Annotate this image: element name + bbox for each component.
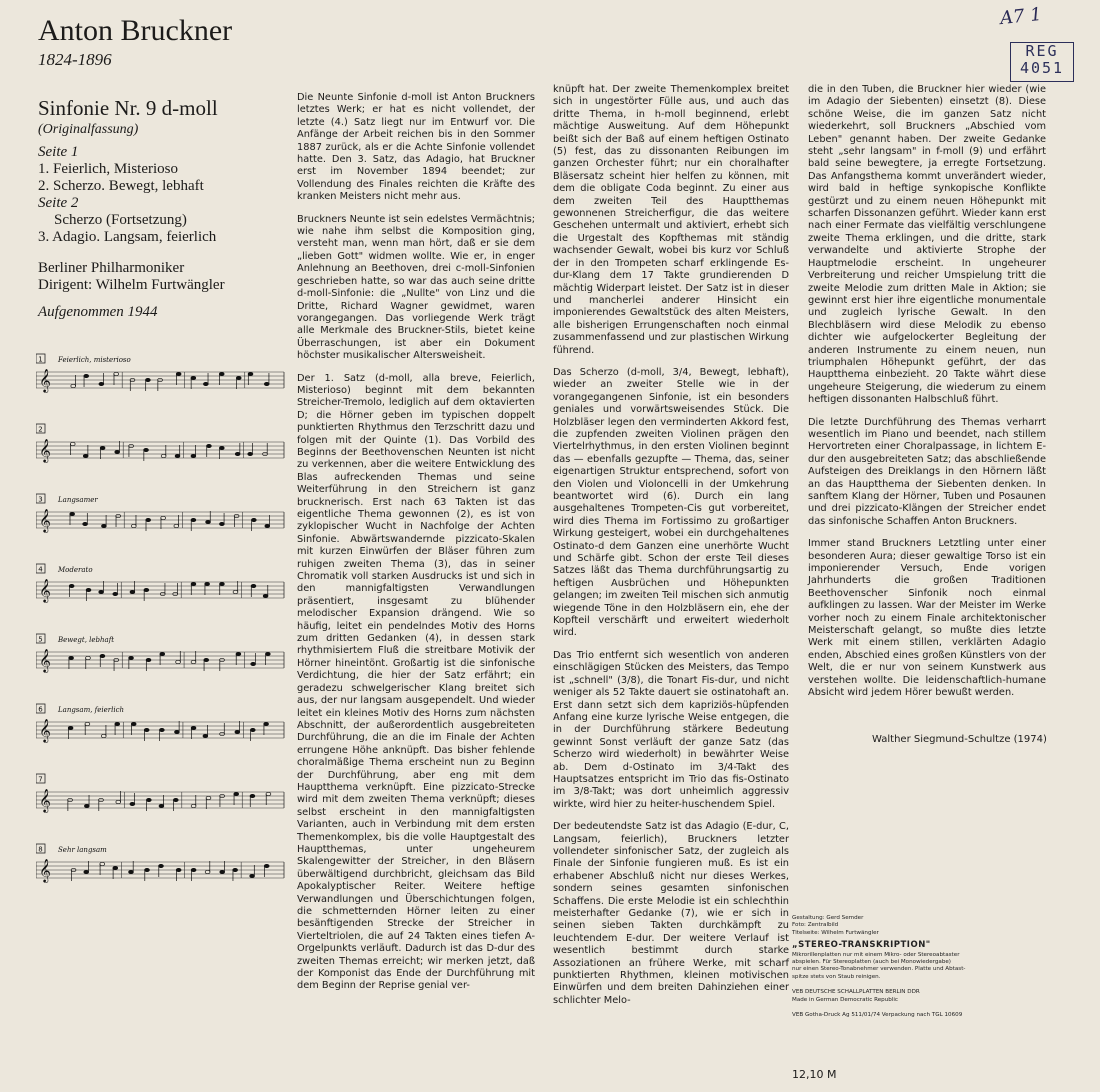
- example-number: 7: [38, 775, 43, 784]
- note-icon: [130, 590, 135, 593]
- note-icon: [85, 722, 90, 725]
- note-icon: [191, 660, 196, 663]
- example-tempo: Feierlich, misterioso: [58, 356, 131, 364]
- side-2-label: Seite 2: [38, 195, 79, 211]
- note-icon: [101, 524, 106, 527]
- note-icon: [116, 800, 121, 803]
- music-example: [36, 634, 284, 673]
- author-signature: Walther Siegmund-Schultze (1974): [872, 734, 1047, 745]
- note-icon: [115, 450, 120, 453]
- note-icon: [101, 734, 106, 737]
- note-icon: [159, 864, 164, 867]
- note-icon: [234, 792, 239, 795]
- movement-1: 1. Feierlich, Misterioso: [38, 161, 178, 177]
- note-icon: [248, 372, 253, 375]
- composer-name: Anton Bruckner: [38, 14, 233, 47]
- note-icon: [176, 868, 181, 871]
- credit-photo: Foto: Zentralbild: [792, 922, 839, 929]
- handwritten-note: A7 1: [999, 3, 1043, 30]
- text-column-1: [297, 92, 535, 1003]
- note-icon: [251, 584, 256, 587]
- note-icon: [175, 454, 180, 457]
- note-icon: [68, 726, 73, 729]
- note-icon: [191, 582, 196, 585]
- note-icon: [265, 652, 270, 655]
- note-icon: [115, 722, 120, 725]
- clef-icon: 𝄞: [39, 438, 51, 462]
- movement-2-cont: Scherzo (Fortsetzung): [54, 212, 187, 228]
- clef-icon: 𝄞: [39, 858, 51, 882]
- note-icon: [83, 522, 88, 525]
- music-example: [36, 704, 284, 743]
- paragraph: Der 1. Satz (d-moll, alla breve, Feierlich, Misterioso) beginnt mit dem bekannten Streicher-Tremolo, lediglich auf dem oktavierten D; die Hörner geben im typischen doppelt punktierten Rhythmus den Terzschritt dazu und folgen mit der Quinte (1). Das Vorbild des Beginns der Beethovenschen Neunten ist nicht zu verkennen, aber die weitere Entwicklung des Blas aufreckenden Themas und seine Weiterführung in den Streichern ist ganz brucknerisch. Erst nach 63 Takten ist das eigentliche Thema gewonnen (2), es ist von zyklopischer Wucht in Nachfolge der Achten Sinfonie. Abwärtswandernde pizzicato-Skalen mit kurzen Einwürfen der Bläser führen zum ruhigen zweiten Thema (3), das in seiner Chromatik voll starken Ausdrucks ist und sich in den mannigfaltigsten Verwandlungen präsentiert, insgesamt zu blühender melodischer Expansion drängend. Wie so häufig, leitet ein pendelndes Motiv des Horns zum dritten Gedanken (4), in dessen stark rhythmisiertem Fluß die streitbare Motivik der Hörner hineintönt. Großartig ist die sinfonische Verdichtung, die hier der Satz erfährt; ein geradezu schwelgerischer Klang breitet sich aus, der nur langsam ausgependelt. Und wieder leitet ein kleines Motiv des Horns zum nächsten Abschnitt, der außerordentlich ausgebreiteten Durchführung, die an die im Finale der Achten errungene Höhe anknüpft. Das bisher fehlende choralmäßige Thema erscheint nun zu Beginn der Durchführung, aber eng mit dem Hauptthema verknüpft. Eine pizzicato-Strecke wird mit dem zweiten Thema verknüpft; dieses selbst erscheint in den mannigfaltigsten Varianten, auch in Verbindung mit dem ersten Themenkomplex, bis die volle Hauptgestalt des Hauptthemas, unter ungeheurem Skalengewitter der Streicher, in den Bläsern überwältigend durchbricht, gleichsam das Bild Apokalyptischer Reiter. Weitere heftige Verwandlungen und Überschichtungen folgen, die schmetternden Hörner leiten zu einer besänftigenden Strecke der Streicher in Vierteltriolen, die auf 24 Takten eines tiefen A-Orgelpunkts verläuft. Dadurch ist das D-dur des zweiten Themas erreicht; wir merken jetzt, daß der Komponist das Ende der Durchführung mit dem Beginn der Reprise genial ver-: [297, 372, 535, 992]
- note-icon: [129, 870, 134, 873]
- clef-icon: 𝄞: [39, 648, 51, 672]
- stamp-line-2: 4051: [1019, 59, 1065, 77]
- note-icon: [207, 444, 212, 447]
- note-icon: [100, 654, 105, 657]
- conductor: Dirigent: Wilhelm Furtwängler: [38, 277, 225, 293]
- note-icon: [251, 662, 256, 665]
- paragraph: Die Neunte Sinfonie d-moll ist Anton Bruckners letztes Werk; er hat es nicht vollendet, der letzte (4.) Satz liegt nur im Entwurf vor. Die Anfänge der Arbeit reichen bis in den Sommer 1887 zurück, als er die Achte Sinfonie vollendet hatte. Den 3. Satz, das Adagio, hat Bruckner erst im November 1894 beendet; zur Vollendung des Finales reichten die Kräfte des kranken Meisters nicht mehr aus.: [297, 92, 535, 203]
- note-icon: [233, 868, 238, 871]
- paragraph: Die letzte Durchführung des Themas verharrt wesentlich im Piano und beendet, nach stillem Hervortreten einer Choralpassage, in lichtem E-dur den ausgebreiteten Satz; das abschließende Aufsteigen des Dreiklangs in den Hörnern läßt an das Hauptthema der Siebenten denken. In sanftem Klang der Hörner, Tuben und Posaunen und drei pizzicato-Klängen der Streicher endet das sinfonische Schaffen Anton Bruckners.: [808, 416, 1046, 527]
- music-example: [36, 844, 284, 883]
- side-1-label: Seite 1: [38, 144, 79, 160]
- note-icon: [160, 652, 165, 655]
- note-icon: [250, 794, 255, 797]
- note-icon: [236, 652, 241, 655]
- note-icon: [159, 728, 164, 731]
- record-header: [38, 14, 288, 321]
- example-number: 2: [38, 425, 43, 434]
- music-example: [36, 424, 284, 463]
- note-icon: [265, 524, 270, 527]
- note-icon: [113, 592, 118, 595]
- paragraph: Immer stand Bruckners Letztling unter einer besonderen Aura; dieser gewaltige Torso ist ein imponierender Versuch, Ende vorigen Jahrhunderts die großen Traditionen Beethovenscher Sinfonik noch einmal aufklingen zu lassen. War der Meister im Werke vorher noch zu einem Finale architektonischer Meisterschaft gelangt, so mußte dies letzte Werk mit einem stillen, verklärten Adagio enden, Abschied eines großen Künstlers von der Welt, die er nur von seinem Kunstwerk aus verstehen wollte. Die leidenschaftlich-humane Absicht wird jedem Hörer bewußt werden.: [808, 538, 1046, 699]
- note-icon: [161, 516, 166, 519]
- note-icon: [71, 384, 76, 387]
- example-tempo: Langsamer: [58, 496, 98, 504]
- text-column-3: [808, 84, 1046, 710]
- note-icon: [144, 448, 149, 451]
- note-icon: [248, 452, 253, 455]
- clef-icon: 𝄞: [39, 788, 51, 812]
- credit-cover: Titelseite: Wilhelm Furtwängler: [792, 929, 879, 936]
- performers: [38, 260, 288, 294]
- label-name: VEB DEUTSCHE SCHALLPLATTEN BERLIN DDR: [792, 989, 920, 996]
- music-example: [36, 564, 284, 603]
- note-icon: [191, 804, 196, 807]
- note-icon: [130, 802, 135, 805]
- note-icon: [113, 866, 118, 869]
- note-icon: [191, 518, 196, 521]
- note-icon: [235, 730, 240, 733]
- note-icon: [236, 376, 241, 379]
- example-tempo: Sehr langsam: [58, 846, 107, 854]
- note-icon: [219, 372, 224, 375]
- paragraph: die in den Tuben, die Bruckner hier wieder (wie im Adagio der Siebenten) einsetzt (8). Diese schöne Weise, die im ganzen Satz nicht wiederkehrt, soll Bruckners „Abschied vom Leben" genannt haben. Der zweite Gedanke steht „sehr langsam" in f-moll (9) und erfährt bald seine bewegtere, ja erregte Fortsetzung. Das Anfangsthema kommt unverändert wieder, wird bald in heftige synkopische Konflikte gestürzt und zu einem neuen Höhepunkt mit scharfen Dissonanzen geführt. Wieder kann erst nach einer Fermate das vielfältig verschlungene zweite Thema erklingen, und die dritte, stark verwandelte und aktivierte Strophe der Hauptmelodie erscheint. In ungeheurer Verbreiterung und reicher Umspielung tritt die zweite Melodie zum dritten Male in Aktion; sie gewinnt erst hier ihre eigentliche monumentale und zugleich lyrische Gewalt. In den Blechbläsern wird diese Melodik zu ebenso dichter wie aufgelockerter Begleitung der anderen Instrumente zu einem neuen, nun triumphalen Höhepunkt geführt, der das Hauptthema einbezieht. 20 Takte währt diese ungeheure Steigerung, die wiederum zu einem heftigen dissonanten Halbschluß führt.: [808, 84, 1046, 406]
- note-icon: [84, 374, 89, 377]
- note-icon: [99, 382, 104, 385]
- note-icon: [191, 376, 196, 379]
- example-number: 8: [38, 845, 43, 854]
- note-icon: [99, 590, 104, 593]
- note-icon: [264, 382, 269, 385]
- note-icon: [263, 594, 268, 597]
- note-icon: [145, 378, 150, 381]
- note-icon: [159, 804, 164, 807]
- example-number: 1: [38, 355, 43, 364]
- stereo-title: „STEREO-TRANSKRIPTION": [792, 940, 931, 951]
- example-number: 4: [38, 565, 43, 574]
- note-icon: [206, 520, 211, 523]
- paragraph: Der bedeutendste Satz ist das Adagio (E-dur, C, Langsam, feierlich), Bruckners letzter vollendeter sinfonischer Satz, der zugleich als Finale der Sinfonie fungieren muß. Es ist ein erhabener Abschluß nicht nur dieses Werkes, sondern seines gesamten sinfonischen Schaffens. Die erste Melodie ist ein schlechthin meisterhafter Gedanke (7), wie er sich in seinen sieben Takten durchkämpft zu leuchtendem E-dur. Der weitere Verlauf ist wesentlich bestimmt durch starke Assoziationen an frühere Werke, mit scharf punktierten Rhythmen, kleinen motivischen Einwürfen und dem breiten Dahinziehen einer schlichter Melo-: [553, 821, 789, 1006]
- note-icon: [205, 870, 210, 873]
- recording-year: Aufgenommen 1944: [38, 304, 158, 320]
- note-icon: [86, 588, 91, 591]
- clef-icon: 𝄞: [39, 718, 51, 742]
- note-icon: [264, 722, 269, 725]
- note-icon: [100, 446, 105, 449]
- note-icon: [144, 588, 149, 591]
- example-number: 6: [38, 705, 43, 714]
- composer-dates: 1824-1896: [38, 50, 112, 69]
- music-examples: [36, 350, 286, 910]
- note-icon: [266, 792, 271, 795]
- note-icon: [161, 454, 166, 457]
- registration-stamp: [1010, 42, 1074, 82]
- note-icon: [129, 656, 134, 659]
- note-icon: [146, 518, 151, 521]
- note-icon: [176, 660, 181, 663]
- note-icon: [174, 524, 179, 527]
- clef-icon: 𝄞: [39, 508, 51, 532]
- stereo-line: spitze stets von Staub reinigen.: [792, 973, 881, 980]
- note-icon: [131, 524, 136, 527]
- note-icon: [219, 446, 224, 449]
- note-icon: [235, 452, 240, 455]
- note-icon: [250, 728, 255, 731]
- note-icon: [173, 798, 178, 801]
- note-icon: [250, 874, 255, 877]
- note-icon: [264, 864, 269, 867]
- note-icon: [203, 734, 208, 737]
- note-icon: [176, 372, 181, 375]
- movement-3: 3. Adagio. Langsam, feierlich: [38, 229, 217, 245]
- stereo-line: abspielen. Für Stereoplatten (auch bei Monowiedergabe): [792, 959, 951, 966]
- stamp-line-1: REG: [1025, 42, 1059, 60]
- paragraph: knüpft hat. Der zweite Themenkomplex breitet sich in ungestörter Fülle aus, und auch das dritte Thema, in h-moll beginnend, erlebt mächtige Ausweitung. Auf dem Höhepunkt beißt sich der Baß auf einem heftigen Ostinato (5) fest, das zu dissonanten Reibungen im ganzen Orchester führt; nur ein choralhafter Bläsersatz scheint hier helfen zu können, mit dem die obligate Coda beginnt. Zu einer aus dem zweiten Teil des Hauptthemas gewonnenen Streicherfigur, die das weitere Geschehen untermalt und aktiviert, erhebt sich die Urgestalt des Kopfthemas mit ständig wachsender Gewalt, wobei bis kurz vor Schluß der in den Trompeten scharf erklingende Es-dur-Klang dem 17 Takte grundierenden D mächtig Widerpart leistet. Der Satz ist in dieser und mancherlei anderer Hinsicht ein imponierendes Gewaltstück des alten Meisters, alle bisherigen Errungenschaften noch einmal zusammenfassend und zur plastischen Wirkung führend.: [553, 84, 789, 356]
- note-icon: [191, 726, 196, 729]
- note-icon: [70, 512, 75, 515]
- note-icon: [131, 722, 136, 725]
- note-icon: [114, 372, 119, 375]
- note-icon: [206, 796, 211, 799]
- clef-icon: 𝄞: [39, 368, 51, 392]
- note-icon: [205, 582, 210, 585]
- credits-block: [792, 915, 1047, 1019]
- note-icon: [100, 862, 105, 865]
- note-icon: [145, 868, 150, 871]
- paragraph: Das Scherzo (d-moll, 3/4, Bewegt, lebhaft), wieder an zweiter Stelle wie in der vorangegangenen Sinfonie, ist ein besonders geniales und vorwärtsweisendes Stück. Die Holzbläser legen den verminderten Akkord fest, die zupfenden zweiten Violinen prägen den Viertelrhythmus, in den ersten Violinen beginnt das — ebenfalls gezupfte — Thema, das, seiner eigenartigen Struktur entsprechend, sofort von den Violen und Violoncelli in der Umkehrung beantwortet wird (6). Durch ein lang ausgehaltenes Trompeten-Cis gut vorbereitet, wird dies Thema im Fortissimo zu großartiger Wirkung gesteigert, wobei ein durchgehaltenes Ostinato-d dem Ganzen eine unerhörte Wucht und Schärfe gibt. Schon der erste Teil dieses Satzes läßt das Thema durchführungsartig zu heftigen Ausbrüchen und Höhepunkten gelangen; im zweiten Teil mischen sich anmutig wiegende Töne in den Holzbläsern ein, ehe der Kopfteil verschärft und erweitert wiederholt wird.: [553, 366, 789, 639]
- label-origin: Made in German Democratic Republic: [792, 996, 899, 1003]
- note-icon: [146, 798, 151, 801]
- example-number: 3: [38, 495, 43, 504]
- price: 12,10 M: [792, 1068, 837, 1081]
- note-icon: [144, 728, 149, 731]
- stereo-line: Mikrorillenplatten nur mit einem Mikro- oder Stereoabtaster: [792, 951, 960, 958]
- music-example: [36, 494, 284, 533]
- text-column-2: [553, 84, 789, 1017]
- note-icon: [175, 730, 180, 733]
- print-info: VEB Gotha-Druck Ag 511/01/74 Verpackung nach TGL 10609: [792, 1012, 963, 1019]
- movement-2: 2. Scherzo. Bewegt, lebhaft: [38, 178, 204, 194]
- music-example: [36, 774, 284, 813]
- example-number: 5: [38, 635, 43, 644]
- note-icon: [251, 518, 256, 521]
- note-icon: [204, 658, 209, 661]
- note-icon: [69, 584, 74, 587]
- note-icon: [219, 522, 224, 525]
- note-icon: [83, 454, 88, 457]
- note-icon: [86, 656, 91, 659]
- example-tempo: Moderato: [58, 566, 93, 574]
- credit-design: Gestaltung: Gerd Semder: [792, 915, 864, 921]
- note-icon: [69, 656, 74, 659]
- note-icon: [233, 590, 238, 593]
- note-icon: [191, 454, 196, 457]
- orchestra: Berliner Philharmoniker: [38, 260, 185, 276]
- note-icon: [70, 442, 75, 445]
- example-tempo: Langsam, feierlich: [58, 706, 125, 714]
- note-icon: [84, 804, 89, 807]
- note-icon: [220, 870, 225, 873]
- paragraph: Das Trio entfernt sich wesentlich von anderen einschlägigen Stücken des Meisters, das Tempo ist „schnell" (3/8), die Tonart Fis-dur, und nicht weniger als 52 Takte dauert sie ostinatohaft an. Erst dann setzt sich dem kapriziös-hüpfenden Anfang eine kurze lyrische Weise entgegen, die in der Durchführung stärkere Bedeutung gewinnt Sonst verläuft der ganze Satz (das Scherzo wird wiederholt) in bewährter Weise ab. Dem d-Ostinato im 3/4-Takt des Hauptsatzes entspricht im Trio das fis-Ostinato im 3/8-Takt; was dort unheimlich aggressiv wirkte, wird hier zu heiter-huschendem Spiel.: [553, 649, 789, 810]
- note-icon: [220, 582, 225, 585]
- work-title: Sinfonie Nr. 9 d-moll: [38, 96, 218, 120]
- note-icon: [203, 382, 208, 385]
- paragraph: Bruckners Neunte ist sein edelstes Vermächtnis; wie nahe ihm selbst die Komposition ging, versteht man, wenn man hört, daß er sie dem „lieben Gott" widmen wollte. Wie er, in enger Anlehnung an Beethoven, drei c-moll-Sinfonien geschrieben hatte, so war das auch seine dritte d-moll-Sinfonie: die „Nullte" von Linz und die Dritte, Richard Wagner gewidmet, waren vorangegangen. Das vorliegende Werk trägt alle Merkmale des Bruckner-Stils, bietet keine Überraschungen, ist aber ein Dokument höchster musikalischer Altersweisheit.: [297, 213, 535, 362]
- note-icon: [146, 658, 151, 661]
- note-icon: [191, 868, 196, 871]
- note-icon: [84, 870, 89, 873]
- music-example: [36, 354, 284, 393]
- work-version: (Originalfassung): [38, 122, 139, 137]
- clef-icon: 𝄞: [39, 578, 51, 602]
- stereo-line: nur einen Stereo-Tonabnehmer verwenden. Platte und Abtast-: [792, 966, 966, 973]
- example-tempo: Bewegt, lebhaft: [58, 636, 115, 644]
